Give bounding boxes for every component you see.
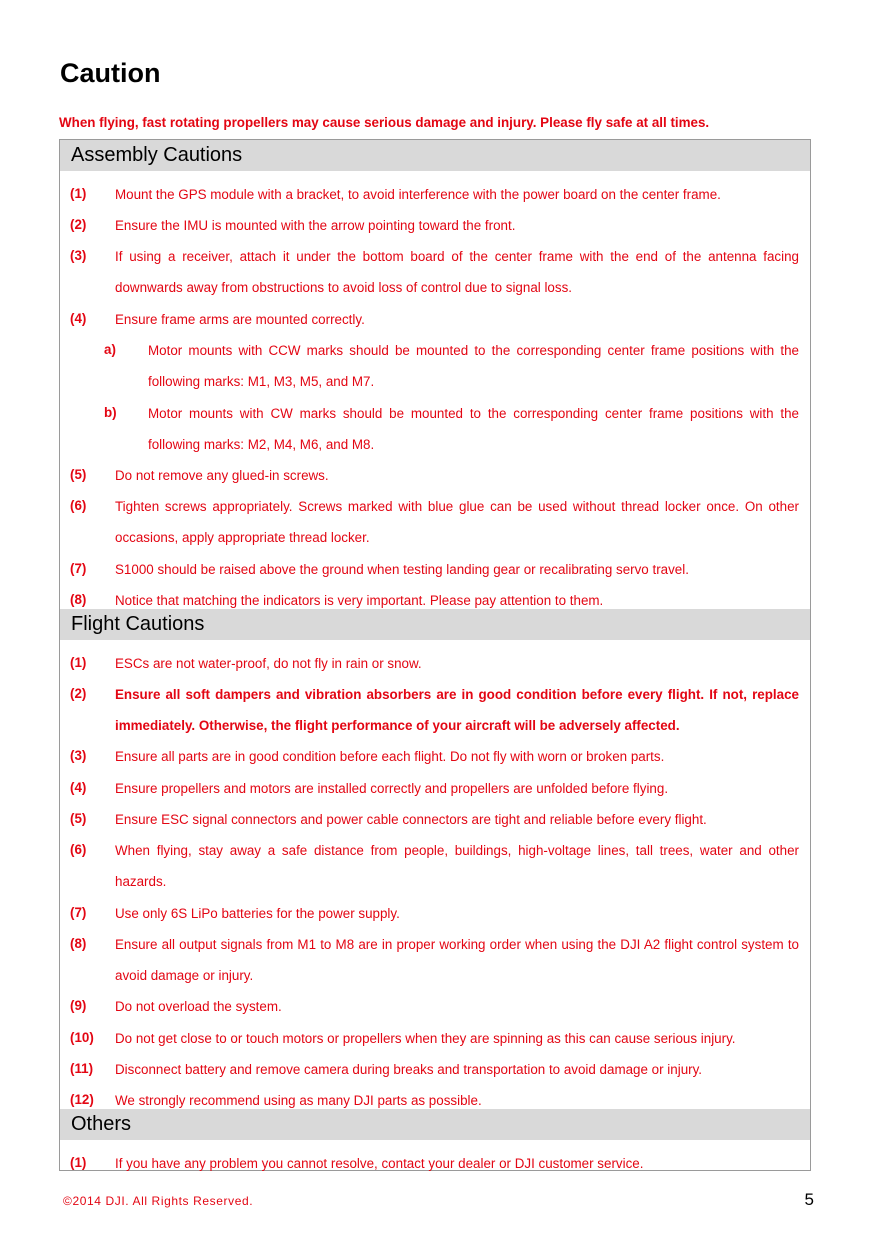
item-number: (9) [70, 998, 87, 1013]
item-number: (3) [70, 248, 87, 263]
item-text: Ensure propellers and motors are installed correctly and propellers are unfolded before flying. [115, 780, 669, 796]
item-number: (5) [70, 811, 87, 826]
item-text: Use only 6S LiPo batteries for the power supply. [115, 905, 400, 921]
page-title: Caution [60, 58, 161, 88]
item-text: Do not get close to or touch motors or propellers when they are spinning as this can cause serious injury. [115, 1030, 736, 1046]
section-header-others: Others [60, 1109, 810, 1140]
item-text: Motor mounts with CW marks should be mounted to the corresponding center frame positions with the following marks: M2, M4, M6, and M8. [148, 405, 799, 452]
item-text: Tighten screws appropriately. Screws marked with blue glue can be used without thread locker once. On other occasions, apply appropriate thread locker. [115, 498, 799, 545]
item-number: (7) [70, 905, 87, 920]
item-text: Do not overload the system. [115, 998, 282, 1014]
item-text: If you have any problem you cannot resolve, contact your dealer or DJI customer service. [115, 1155, 644, 1171]
item-text: Mount the GPS module with a bracket, to avoid interference with the power board on the center frame. [115, 186, 721, 202]
item-text: If using a receiver, attach it under the bottom board of the center frame with the end of the antenna facing downwards away from obstructions to avoid loss of control due to signal loss. [115, 248, 799, 295]
item-number: (5) [70, 467, 87, 482]
item-number: (2) [70, 686, 87, 701]
page-number: 5 [804, 1190, 814, 1209]
item-number: b) [104, 405, 117, 420]
item-text: Ensure all parts are in good condition before each flight. Do not fly with worn or broken parts. [115, 748, 665, 764]
item-number: (8) [70, 592, 87, 607]
item-text: Ensure frame arms are mounted correctly. [115, 311, 365, 327]
item-number: (8) [70, 936, 87, 951]
section-header-assembly: Assembly Cautions [60, 140, 810, 171]
section-header-flight: Flight Cautions [60, 609, 810, 640]
item-text: Disconnect battery and remove camera during breaks and transportation to avoid damage or injury. [115, 1061, 703, 1077]
item-text: Notice that matching the indicators is very important. Please pay attention to them. [115, 592, 604, 608]
item-text: Ensure all output signals from M1 to M8 are in proper working order when using the DJI A2 flight control system to avoid damage or injury. [115, 936, 799, 983]
item-text: Do not remove any glued-in screws. [115, 467, 329, 483]
item-number: (12) [70, 1092, 94, 1107]
item-text: We strongly recommend using as many DJI parts as possible. [115, 1092, 482, 1108]
item-number: (11) [70, 1061, 94, 1076]
item-number: (4) [70, 780, 87, 795]
item-text: Ensure the IMU is mounted with the arrow pointing toward the front. [115, 217, 516, 233]
item-text: ESCs are not water-proof, do not fly in rain or snow. [115, 655, 422, 671]
copyright-footer: ©2014 DJI. All Rights Reserved. [63, 1194, 254, 1208]
item-number: (6) [70, 498, 87, 513]
item-number: (1) [70, 1155, 87, 1170]
item-text: When flying, stay away a safe distance from people, buildings, high-voltage lines, tall trees, water and other hazards. [115, 842, 799, 889]
safety-warning: When flying, fast rotating propellers may cause serious damage and injury. Please fly safe at all times. [59, 115, 710, 130]
item-number: (7) [70, 561, 87, 576]
item-number: (10) [70, 1030, 94, 1045]
item-text: S1000 should be raised above the ground when testing landing gear or recalibrating servo travel. [115, 561, 689, 577]
item-number: (4) [70, 311, 87, 326]
item-number: (2) [70, 217, 87, 232]
item-number: (1) [70, 186, 87, 201]
item-number: a) [104, 342, 116, 357]
item-number: (3) [70, 748, 87, 763]
item-text: Ensure ESC signal connectors and power cable connectors are tight and reliable before every flight. [115, 811, 707, 827]
caution-table [59, 139, 811, 1171]
item-number: (1) [70, 655, 87, 670]
item-number: (6) [70, 842, 87, 857]
item-text: Motor mounts with CCW marks should be mounted to the corresponding center frame positions with the following marks: M1, M3, M5, and M7. [148, 342, 799, 389]
item-text: Ensure all soft dampers and vibration absorbers are in good condition before every flight. If not, replace immediately. Otherwise, the flight performance of your aircraft will be adversely affected. [115, 686, 799, 733]
